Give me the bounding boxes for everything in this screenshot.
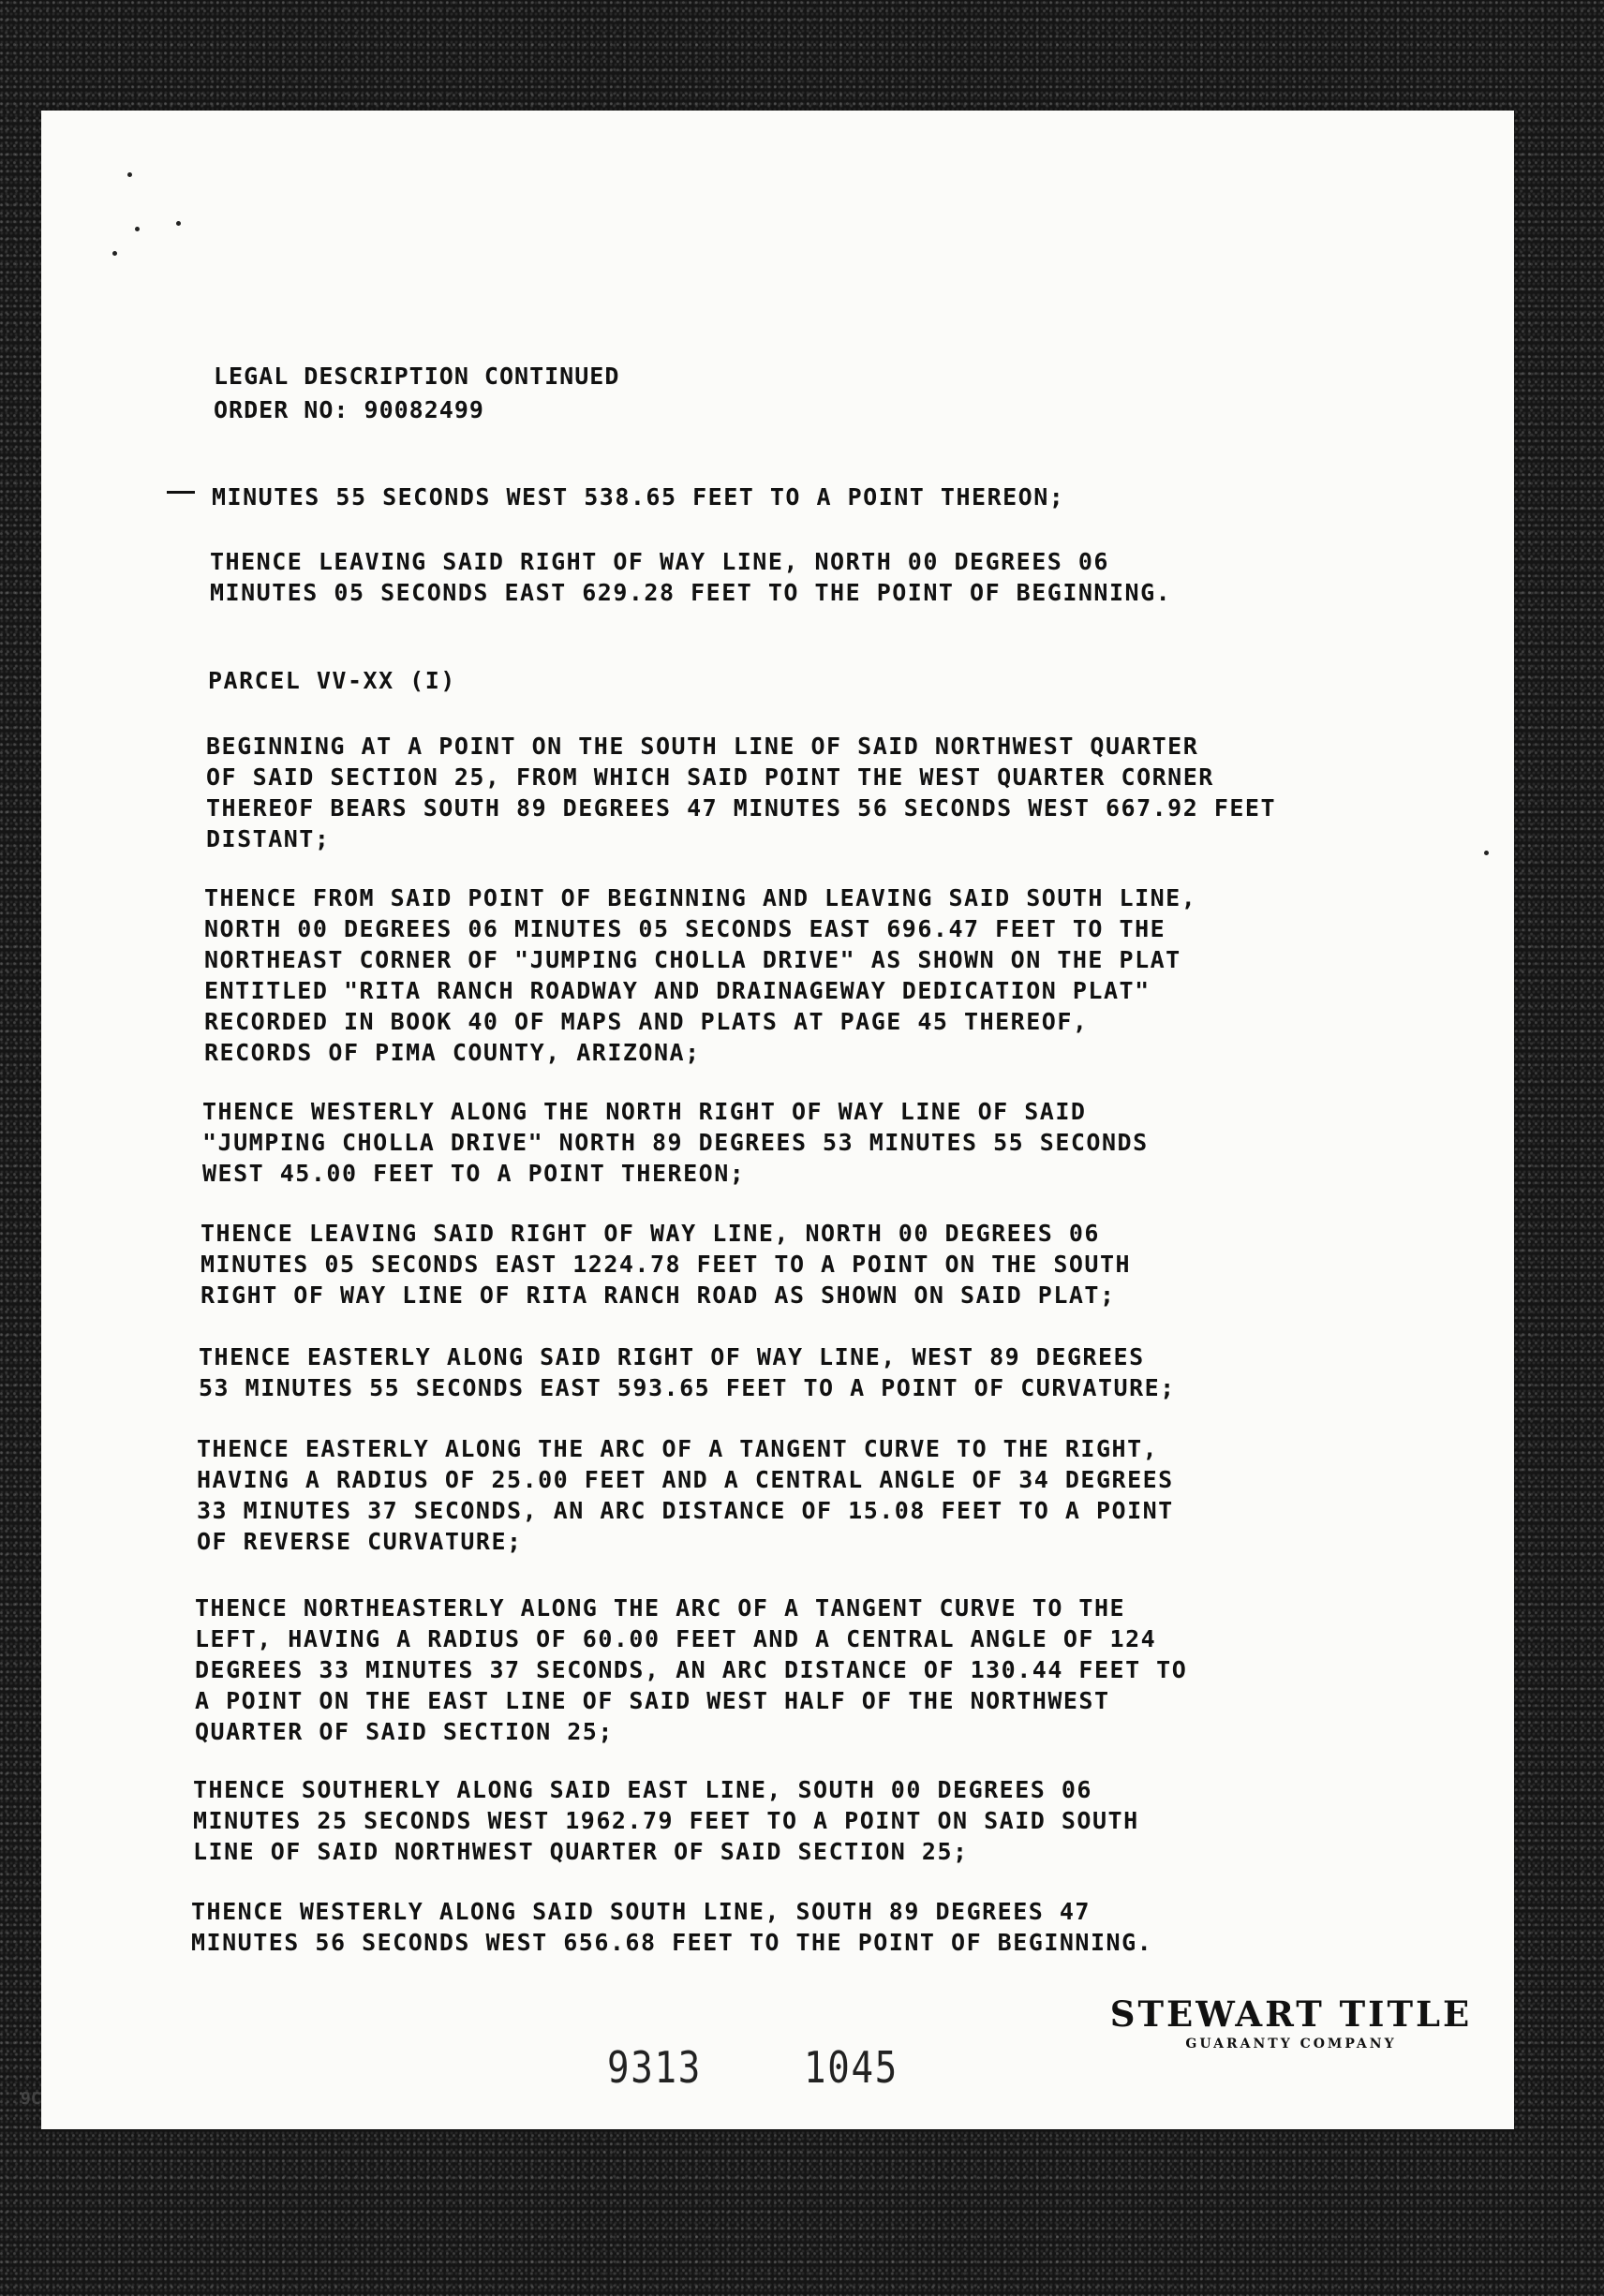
scan-speck [112, 251, 117, 256]
recording-stamp-right: 1045 [804, 2042, 899, 2093]
document-header [214, 360, 619, 427]
margin-dash [167, 491, 195, 494]
stewart-title-logo [1094, 1995, 1488, 2052]
logo-subtitle: GUARANTY COMPANY [1185, 2037, 1397, 2052]
order-number: ORDER NO: 90082499 [214, 396, 484, 423]
paragraph: THENCE SOUTHERLY ALONG SAID EAST LINE, SOUTH 00 DEGREES 06 MINUTES 25 SECONDS WEST 1962.79 FEET TO A POINT ON SAID SOUTH LINE OF SAID NORTHWEST QUARTER OF SAID SECTION 25; [193, 1776, 1139, 1865]
paragraph: THENCE LEAVING SAID RIGHT OF WAY LINE, NORTH 00 DEGREES 06 MINUTES 05 SECONDS EAST 1224.78 FEET TO A POINT ON THE SOUTH RIGHT OF WAY LINE OF RITA RANCH ROAD AS SHOWN ON SAID PLAT; [200, 1220, 1132, 1309]
paragraph: MINUTES 55 SECONDS WEST 538.65 FEET TO A POINT THEREON; [212, 483, 1065, 511]
scan-speck [1484, 851, 1489, 855]
paragraph: BEGINNING AT A POINT ON THE SOUTH LINE OF SAID NORTHWEST QUARTER OF SAID SECTION 25, FROM WHICH SAID POINT THE WEST QUARTER CORNER THEREOF BEARS SOUTH 89 DEGREES 47 MINUTES 56 SECONDS WEST 667.92 FEET DISTANT; [206, 733, 1277, 852]
paragraph: THENCE EASTERLY ALONG THE ARC OF A TANGENT CURVE TO THE RIGHT, HAVING A RADIUS OF 25.00 FEET AND A CENTRAL ANGLE OF 34 DEGREES 33 MINUTES 37 SECONDS, AN ARC DISTANCE OF 15.08 FEET TO A POINT OF REVERSE CURVATURE; [197, 1435, 1174, 1555]
logo-name: STEWART TITLE [1109, 1993, 1473, 2035]
recording-stamp-left: 9313 [607, 2042, 702, 2093]
paragraph: THENCE LEAVING SAID RIGHT OF WAY LINE, NORTH 00 DEGREES 06 MINUTES 05 SECONDS EAST 629.28 FEET TO THE POINT OF BEGINNING. [210, 548, 1172, 606]
paragraph: THENCE NORTHEASTERLY ALONG THE ARC OF A TANGENT CURVE TO THE LEFT, HAVING A RADIUS OF 60.00 FEET AND A CENTRAL ANGLE OF 124 DEGREES 33 MINUTES 37 SECONDS, AN ARC DISTANCE OF 130.44 FEET TO A POINT ON THE EAST LINE OF SAID WEST HALF OF THE NORTHWEST QUARTER OF SAID SECTION 25; [195, 1594, 1188, 1745]
paragraph: THENCE EASTERLY ALONG SAID RIGHT OF WAY LINE, WEST 89 DEGREES 53 MINUTES 55 SECONDS EAST 593.65 FEET TO A POINT OF CURVATURE; [199, 1343, 1176, 1401]
scan-speck [135, 227, 140, 231]
paragraph: THENCE WESTERLY ALONG SAID SOUTH LINE, SOUTH 89 DEGREES 47 MINUTES 56 SECONDS WEST 656.68 FEET TO THE POINT OF BEGINNING. [191, 1898, 1153, 1956]
paragraph: THENCE FROM SAID POINT OF BEGINNING AND LEAVING SAID SOUTH LINE, NORTH 00 DEGREES 06 MINUTES 05 SECONDS EAST 696.47 FEET TO THE NORTHEAST CORNER OF "JUMPING CHOLLA DRIVE" AS SHOWN ON THE PLAT ENTITLED "RITA RANCH ROADWAY AND DRAINAGEWAY DEDICATION PLAT" RECORDED IN BOOK 40 OF MAPS AND PLATS AT PAGE 45 THEREOF, RECORDS OF PIMA COUNTY, ARIZONA; [204, 884, 1197, 1066]
corner-mark: 9C [21, 2089, 41, 2109]
header-title: LEGAL DESCRIPTION CONTINUED [214, 363, 620, 390]
scan-speck [176, 221, 181, 226]
parcel-heading: PARCEL VV-XX (I) [208, 667, 456, 694]
scan-speck [127, 172, 132, 177]
paragraph: THENCE WESTERLY ALONG THE NORTH RIGHT OF WAY LINE OF SAID "JUMPING CHOLLA DRIVE" NORTH 89 DEGREES 53 MINUTES 55 SECONDS WEST 45.00 FEET TO A POINT THEREON; [202, 1098, 1149, 1187]
